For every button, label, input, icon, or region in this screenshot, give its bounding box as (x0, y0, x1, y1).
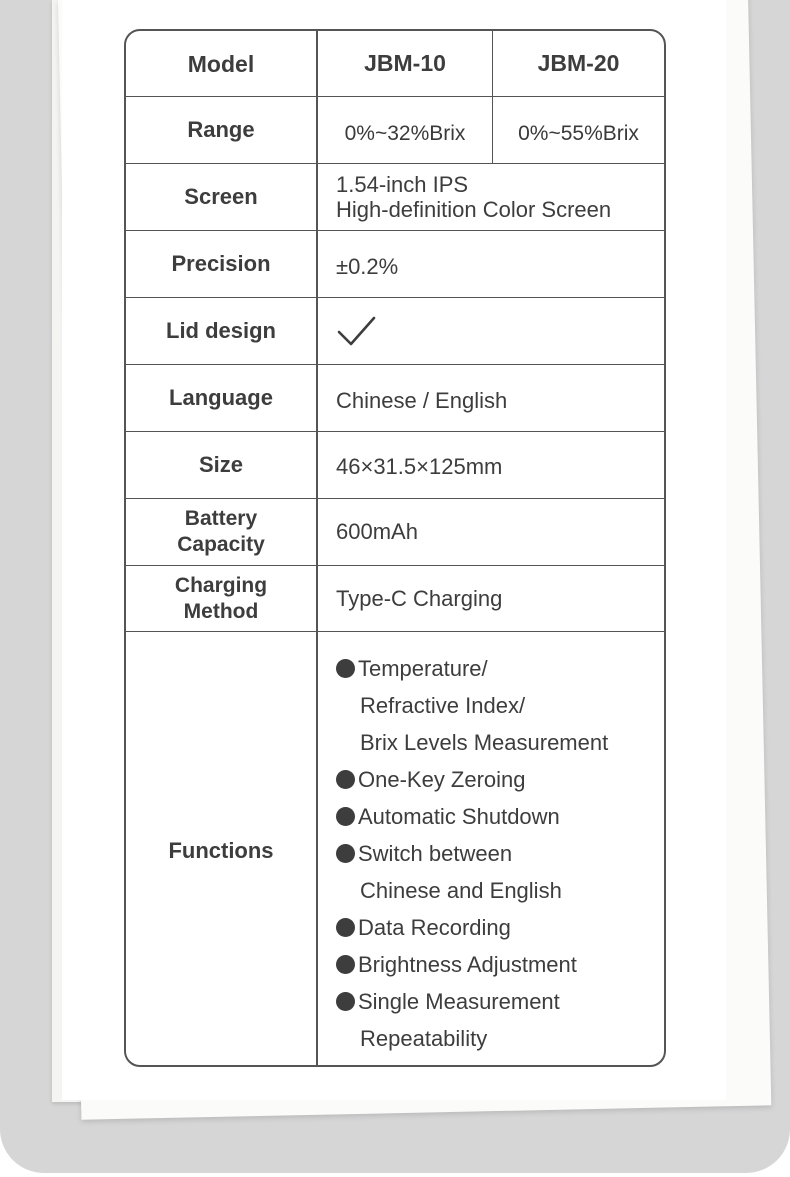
charging-label-line: Method (183, 599, 259, 623)
battery-label-line: Capacity (177, 533, 265, 556)
header-row (126, 31, 664, 97)
functions-list (336, 650, 654, 1057)
battery-value: 600mAh (336, 519, 418, 544)
header-model-jbm20: JBM-20 (537, 50, 620, 76)
screen-label: Screen (126, 164, 318, 230)
function-item-line (336, 724, 654, 761)
screen-value-line: 1.54-inch IPS (336, 172, 469, 197)
function-item-line (336, 687, 654, 724)
function-item-text: Single Measurement (358, 989, 560, 1014)
charging-label-line: Charging (174, 573, 268, 597)
bullet-icon (336, 918, 355, 937)
battery-label (126, 499, 318, 565)
range-row (126, 97, 664, 164)
function-item-text: One-Key Zeroing (358, 767, 526, 792)
function-item-line (336, 798, 654, 835)
function-item-line (336, 761, 654, 798)
screen-value-line: High-definition Color Screen (336, 197, 612, 222)
function-item-line (336, 872, 654, 909)
bullet-icon (336, 955, 355, 974)
header-label-model: Model (126, 31, 318, 96)
function-item-text: Temperature/ (358, 656, 488, 681)
size-value: 46×31.5×125mm (336, 454, 503, 479)
function-item-text: Brix Levels Measurement (360, 730, 609, 755)
lid-design-row (126, 298, 664, 365)
range-label: Range (126, 97, 318, 163)
checkmark-icon (336, 314, 376, 348)
function-item-text: Switch between (358, 841, 513, 866)
size-label: Size (126, 432, 318, 498)
screen-row (126, 164, 664, 231)
function-item-line (336, 1020, 654, 1057)
language-label: Language (126, 365, 318, 431)
function-item-text: Automatic Shutdown (358, 804, 560, 829)
lid-design-label: Lid design (126, 298, 318, 364)
bullet-icon (336, 659, 355, 678)
range-value-jbm20: 0%~55%Brix (518, 122, 639, 145)
bullet-icon (336, 807, 355, 826)
function-item-text: Brightness Adjustment (358, 952, 577, 977)
lid-design-value (318, 298, 664, 364)
range-value-jbm10: 0%~32%Brix (318, 97, 493, 163)
function-item-line (336, 835, 654, 872)
function-item-text: Refractive Index/ (360, 693, 526, 718)
charging-label (126, 566, 318, 631)
battery-label-line: Battery (184, 507, 258, 530)
precision-label: Precision (126, 231, 318, 297)
header-model-jbm10: JBM-10 (318, 31, 493, 96)
bullet-icon (336, 770, 355, 789)
bullet-icon (336, 844, 355, 863)
size-row (126, 432, 664, 499)
function-item-line (336, 650, 654, 687)
functions-row (126, 632, 664, 1067)
charging-row (126, 566, 664, 632)
language-value: Chinese / English (336, 388, 508, 413)
precision-row (126, 231, 664, 298)
function-item-line (336, 946, 654, 983)
bullet-icon (336, 992, 355, 1011)
spec-table (124, 29, 666, 1067)
function-item-text: Chinese and English (360, 878, 562, 903)
function-item-text: Data Recording (358, 915, 511, 940)
function-item-line (336, 909, 654, 946)
functions-label: Functions (126, 632, 318, 1067)
charging-value: Type-C Charging (336, 585, 503, 611)
battery-row (126, 499, 664, 566)
language-row (126, 365, 664, 432)
function-item-line (336, 983, 654, 1020)
precision-value: ±0.2% (336, 254, 399, 279)
function-item-text: Repeatability (360, 1026, 488, 1051)
screen-value (318, 164, 664, 230)
